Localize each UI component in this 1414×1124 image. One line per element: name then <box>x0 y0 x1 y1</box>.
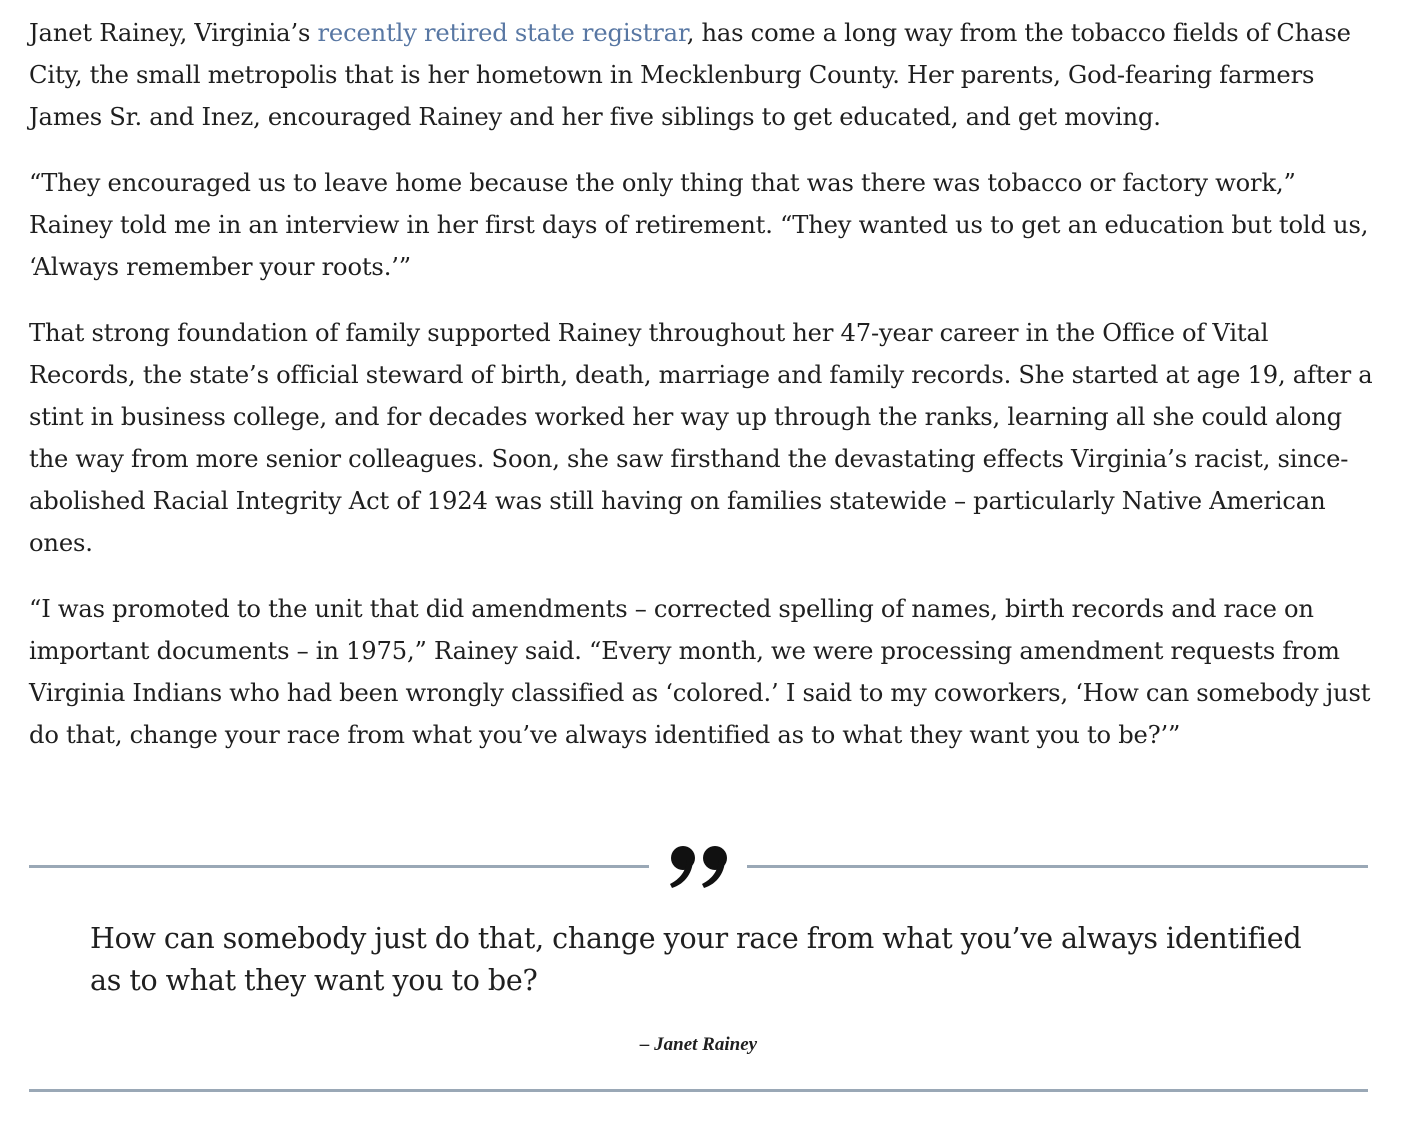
pullquote-divider-bottom <box>29 1089 1368 1092</box>
registrar-link[interactable]: recently retired state registrar <box>317 19 687 47</box>
pullquote-divider-right <box>747 865 1368 868</box>
paragraph-2: “They encouraged us to leave home because the only thing that was there was tobacco or factory work,” Rainey told me in an interview in her first days of retirement. “They wanted us to get an education but told us, ‘Always remember your roots.’” <box>29 169 1369 281</box>
paragraph-4: “I was promoted to the unit that did amendments – corrected spelling of names, birth records and race on important documents – in 1975,” Rainey said. “Every month, we were processing amendment requests from Virginia Indians who had been wrongly classified as ‘colored.’ I said to my coworkers, ‘How can somebody just do that, change your race from what you’ve always identified as to what they want you to be?’” <box>29 595 1371 749</box>
pullquote-text: How can somebody just do that, change your race from what you’ve always identified as to what they want you to be? <box>90 922 1302 997</box>
pullquote-divider-left <box>29 865 649 868</box>
quote-mark-icon <box>660 826 740 896</box>
paragraph-3: That strong foundation of family supported Rainey throughout her 47-year career in the Office of Vital Records, the state’s official steward of birth, death, marriage and family records. She started at age 19, after a stint in business college, and for decades worked her way up through the ranks, learning all she could along the way from more senior colleagues. Soon, she saw firsthand the devastating effects Virginia’s racist, since-abolished Racial Integrity Act of 1924 was still having on families statewide – particularly Native American ones. <box>29 319 1373 557</box>
paragraph-1-lead: Janet Rainey, Virginia’s <box>29 19 318 47</box>
paragraph-1-rest: , has come a long way from the tobacco fields of Chase City, the small metropolis that is her hometown in Mecklenburg County. Her parents, God-fearing farmers James Sr. and Inez, encouraged Rainey and her five siblings to get educated, and get moving. <box>29 19 1351 131</box>
paragraph-1 <box>29 12 1374 138</box>
article-body <box>29 12 1374 780</box>
pullquote-attribution: – Janet Rainey <box>639 1034 758 1055</box>
